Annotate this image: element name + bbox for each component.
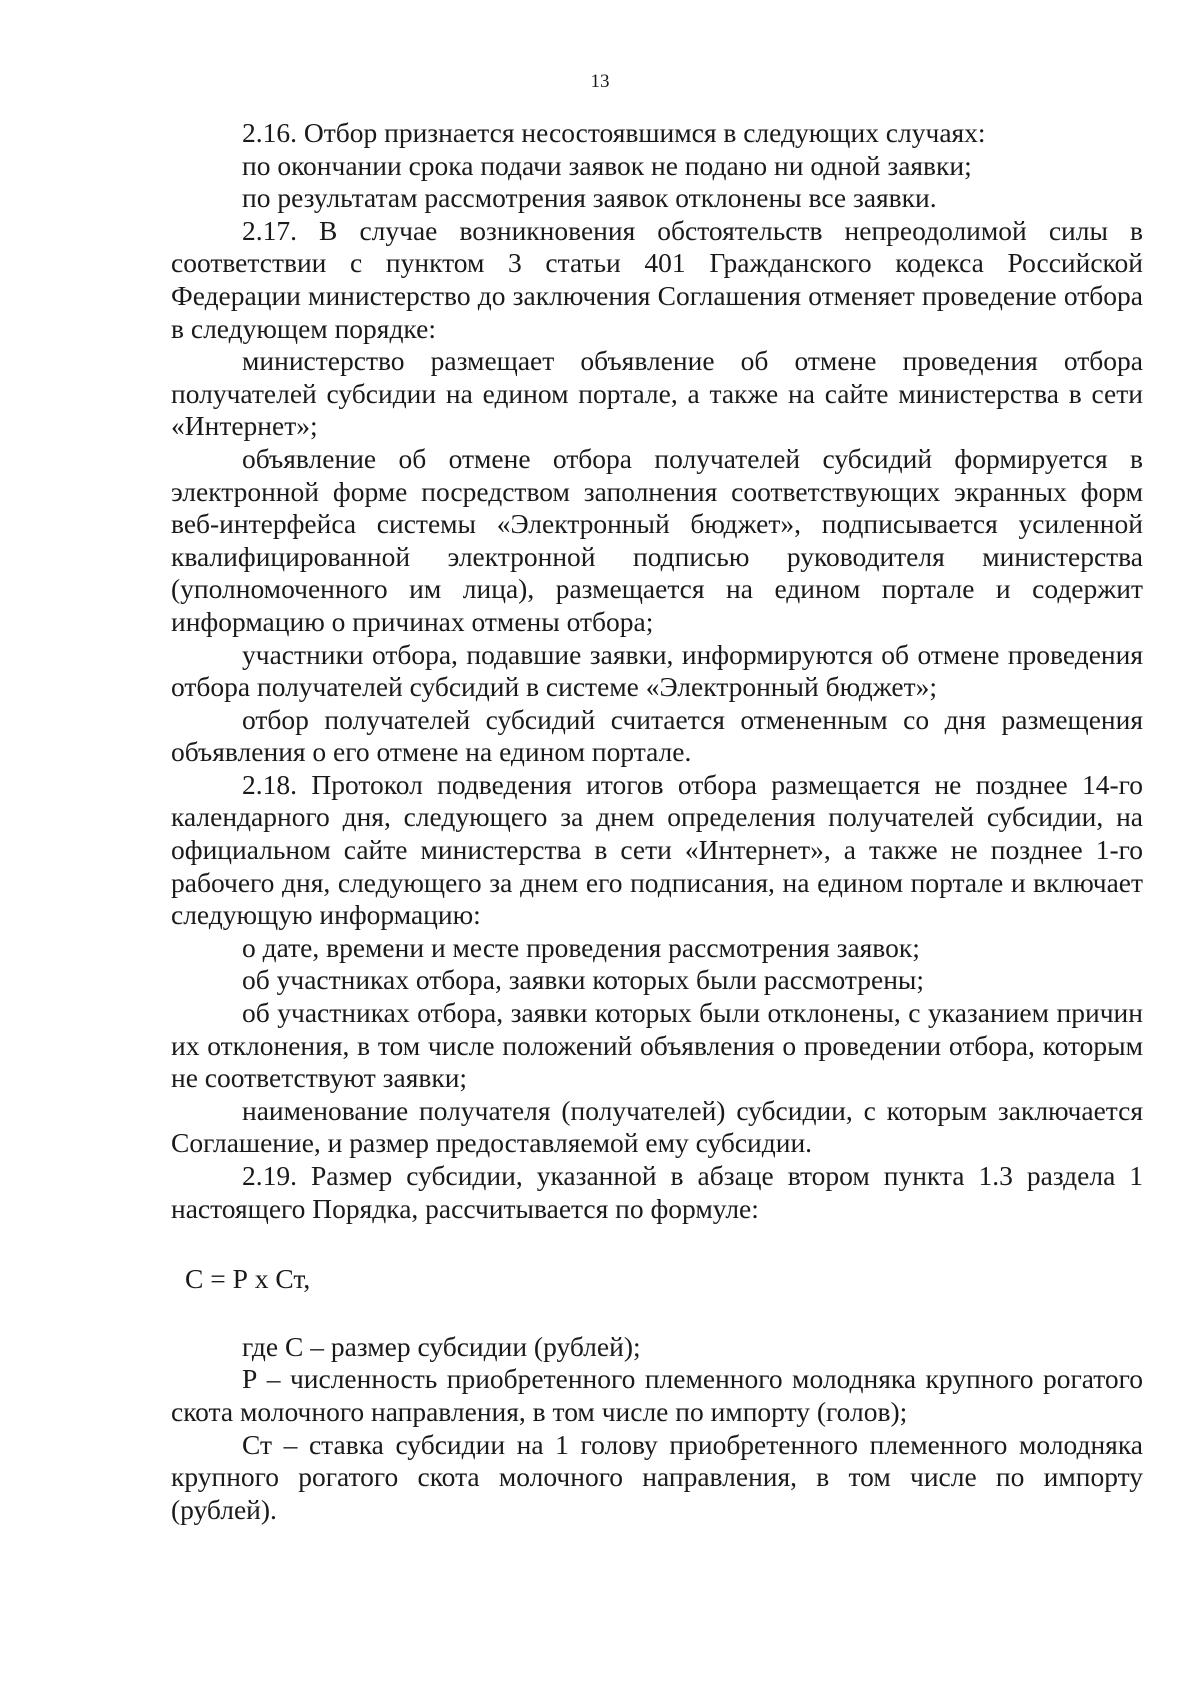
list-item: объявление об отмене отбора получателей субсидий формируется в электронной форме посредством заполнения соответствующих экранных форм веб-интерфейса системы «Электронный бюджет», подписывается усиленной квалифицированной электронной подписью руководителя министерства (уполномоченного им лица), размещается на едином портале и содержит информацию о причинах отмены отбора;: [171, 442, 1143, 637]
formula: С = Р х Ст,: [185, 1263, 311, 1295]
paragraph-2-18: 2.18. Протокол подведения итогов отбора размещается не позднее 14-го календарного дня, следующего за днем определения получателей субсидии, на официальном сайте министерства в сети «Интернет», а также не позднее 1-го рабочего дня, следующего за днем его подписания, на едином портале и включает следующую информацию:: [171, 768, 1143, 931]
paragraph-2-19: 2.19. Размер субсидии, указанной в абзаце втором пункта 1.3 раздела 1 настоящего Порядка, рассчитывается по формуле:: [171, 1160, 1143, 1224]
document-body: [171, 117, 1143, 1526]
list-item: наименование получателя (получателей) субсидии, с которым заключается Соглашение, и размер предоставляемой ему субсидии.: [171, 1094, 1143, 1159]
list-item: по результатам рассмотрения заявок отклонены все заявки.: [242, 182, 937, 214]
paragraph-2-16: 2.16. Отбор признается несостоявшимся в следующих случаях:: [242, 117, 986, 148]
list-item: по окончании срока подачи заявок не подано ни одной заявки;: [242, 149, 972, 181]
list-item: об участниках отбора, заявки которых были рассмотрены;: [242, 964, 925, 996]
page-number: 13: [590, 71, 610, 92]
list-item: министерство размещает объявление об отмене проведения отбора получателей субсидии на едином портале, а также на сайте министерства в сети «Интернет»;: [171, 345, 1143, 442]
definition-p: Р – численность приобретенного племенного молодняка крупного рогатого скота молочного направления, в том числе по импорту (голов);: [171, 1363, 1143, 1427]
list-item: отбор получателей субсидий считается отмененным со дня размещения объявления о его отмене на едином портале.: [171, 703, 1143, 768]
list-item: о дате, времени и месте проведения рассмотрения заявок;: [242, 931, 920, 963]
paragraph-2-17: 2.17. В случае возникновения обстоятельств непреодолимой силы в соответствии с пунктом 3 статьи 401 Гражданского кодекса Российской Федерации министерство до заключения Соглашения отменяет проведение отбора в следующем порядке:: [171, 214, 1143, 344]
definition-st: Ст – ставка субсидии на 1 голову приобретенного племенного молодняка крупного рогатого скота молочного направления, в том числе по импорту (рублей).: [171, 1428, 1143, 1525]
list-item: участники отбора, подавшие заявки, информируются об отмене проведения отбора получателей субсидий в системе «Электронный бюджет»;: [171, 638, 1143, 703]
list-item: об участниках отбора, заявки которых были отклонены, с указанием причин их отклонения, в том числе положений объявления о проведении отбора, которым не соответствуют заявки;: [171, 997, 1143, 1094]
definition-c: где С – размер субсидии (рублей);: [242, 1330, 641, 1362]
